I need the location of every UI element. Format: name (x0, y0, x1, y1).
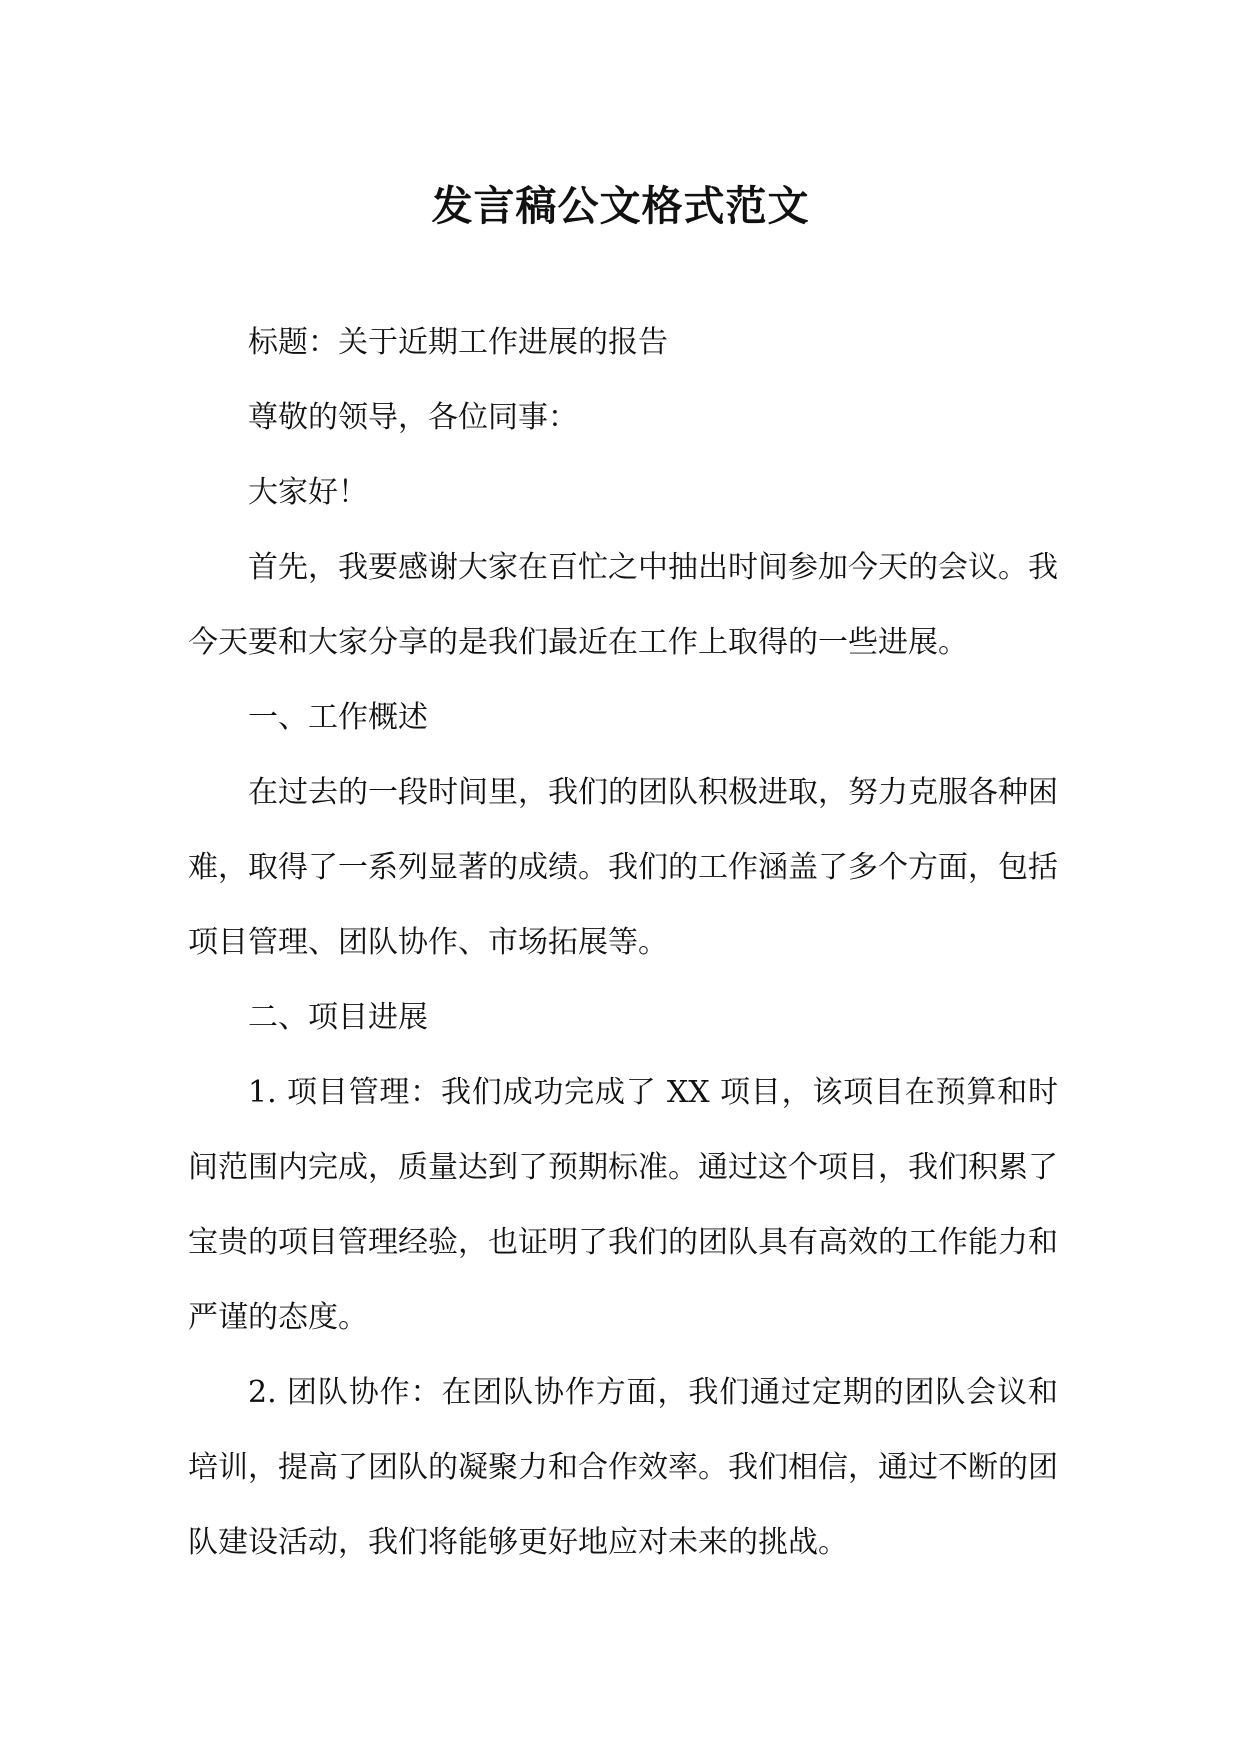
salutation: 尊敬的领导，各位同事： (248, 400, 578, 435)
section-heading-progress: 二、项目进展 (248, 1000, 428, 1035)
greeting: 大家好！ (248, 475, 368, 510)
document-title: 发言稿公文格式范文 (431, 182, 810, 230)
overview-paragraph: 在过去的一段时间里，我们的团队积极进取，努力克服各种困难，取得了一系列显著的成绩。我们的工作涵盖了多个方面，包括项目管理、团队协作、市场拓展等。 (188, 775, 1058, 960)
project-management-item: 1. 项目管理：我们成功完成了 XX 项目，该项目在预算和时间范围内完成，质量达到了预期标准。通过这个项目，我们积累了宝贵的项目管理经验，也证明了我们的团队具有高效的工作能力和严谨的态度。 (188, 1075, 1058, 1335)
section-heading-overview: 一、工作概述 (248, 700, 428, 735)
subject-line: 标题：关于近期工作进展的报告 (248, 325, 668, 360)
intro-paragraph: 首先，我要感谢大家在百忙之中抽出时间参加今天的会议。我今天要和大家分享的是我们最近在工作上取得的一些进展。 (188, 550, 1058, 660)
team-collaboration-item: 2. 团队协作：在团队协作方面，我们通过定期的团队会议和培训，提高了团队的凝聚力和合作效率。我们相信，通过不断的团队建设活动，我们将能够更好地应对未来的挑战。 (188, 1375, 1058, 1560)
document-body (188, 305, 1058, 1580)
